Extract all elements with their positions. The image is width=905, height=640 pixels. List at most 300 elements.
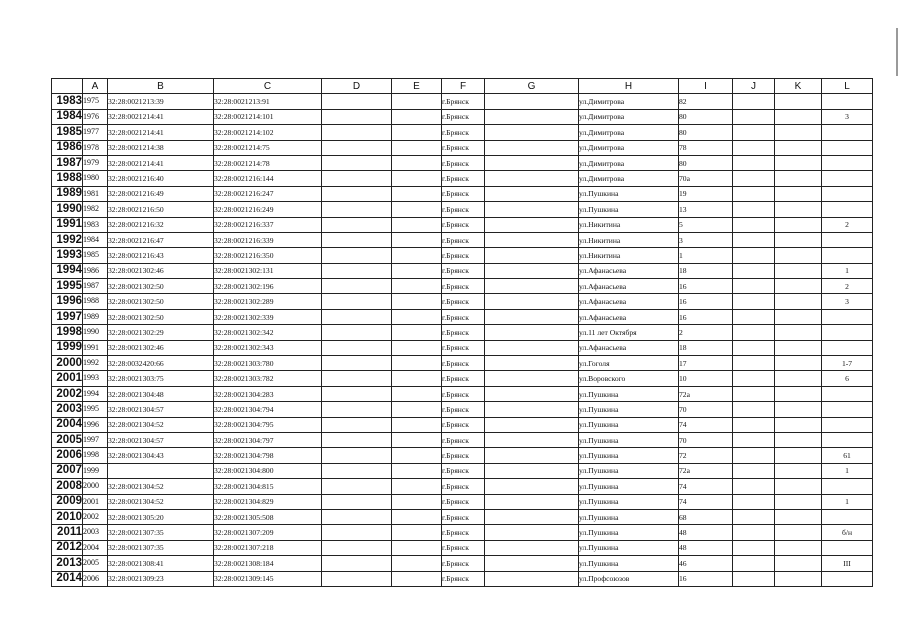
cell-e: [392, 202, 442, 217]
cell-k: [775, 386, 822, 401]
cell-g: [485, 202, 579, 217]
cell-i: 68: [679, 509, 733, 524]
cell-l: 6: [822, 371, 873, 386]
cell-d: [322, 371, 392, 386]
table-row: [52, 540, 873, 555]
cell-g: [485, 125, 579, 140]
cell-l: 1-7: [822, 356, 873, 371]
cell-f: г.Брянск: [442, 232, 485, 247]
cell-c: 32:28:0021216:339: [214, 232, 322, 247]
cell-i: 46: [679, 556, 733, 571]
cell-g: [485, 248, 579, 263]
cell-a: 2005: [83, 556, 108, 571]
cell-c: 32:28:0021216:350: [214, 248, 322, 263]
cell-f: г.Брянск: [442, 417, 485, 432]
table-row: [52, 94, 873, 109]
cell-c: 32:28:0021214:101: [214, 109, 322, 124]
row-number: 2013: [52, 556, 83, 571]
cell-b: 32:28:0021304:52: [108, 479, 214, 494]
scan-edge-mark: [896, 28, 898, 76]
cell-d: [322, 356, 392, 371]
table-row: [52, 494, 873, 509]
cell-l: [822, 248, 873, 263]
cell-j: [733, 509, 775, 524]
cell-i: 74: [679, 494, 733, 509]
column-header: D: [322, 79, 392, 94]
cell-j: [733, 217, 775, 232]
cell-e: [392, 356, 442, 371]
cell-f: г.Брянск: [442, 340, 485, 355]
cell-c: 32:28:0021304:815: [214, 479, 322, 494]
cell-i: 78: [679, 140, 733, 155]
cell-e: [392, 448, 442, 463]
cell-l: 1: [822, 263, 873, 278]
cell-i: 48: [679, 540, 733, 555]
cell-g: [485, 232, 579, 247]
cell-d: [322, 571, 392, 586]
cell-k: [775, 509, 822, 524]
cell-a: 1992: [83, 356, 108, 371]
cell-d: [322, 340, 392, 355]
cell-f: г.Брянск: [442, 186, 485, 201]
cell-h: ул.Пушкина: [579, 417, 679, 432]
cell-f: г.Брянск: [442, 371, 485, 386]
cell-a: 1987: [83, 279, 108, 294]
cell-d: [322, 94, 392, 109]
cell-k: [775, 325, 822, 340]
cell-c: 32:28:0021216:249: [214, 202, 322, 217]
cell-g: [485, 279, 579, 294]
cell-k: [775, 525, 822, 540]
row-number: 1986: [52, 140, 83, 155]
cell-c: 32:28:0021302:339: [214, 309, 322, 324]
cell-g: [485, 417, 579, 432]
table-row: [52, 402, 873, 417]
cell-a: 1980: [83, 171, 108, 186]
cell-h: ул.Пушкина: [579, 494, 679, 509]
column-header: E: [392, 79, 442, 94]
cell-f: г.Брянск: [442, 432, 485, 447]
column-header: B: [108, 79, 214, 94]
row-number: 1985: [52, 125, 83, 140]
cell-f: г.Брянск: [442, 463, 485, 478]
cell-j: [733, 371, 775, 386]
cell-e: [392, 294, 442, 309]
row-number: 1998: [52, 325, 83, 340]
cell-b: 32:28:0021307:35: [108, 540, 214, 555]
cell-a: 2006: [83, 571, 108, 586]
row-number: 2008: [52, 479, 83, 494]
cell-i: 80: [679, 109, 733, 124]
cell-g: [485, 432, 579, 447]
cell-h: ул.11 лет Октября: [579, 325, 679, 340]
row-number: 2006: [52, 448, 83, 463]
cell-b: 32:28:0021302:46: [108, 263, 214, 278]
row-number: 1988: [52, 171, 83, 186]
cell-l: 2: [822, 217, 873, 232]
cell-l: [822, 386, 873, 401]
cell-l: 1: [822, 463, 873, 478]
cell-d: [322, 140, 392, 155]
cell-d: [322, 279, 392, 294]
cell-e: [392, 140, 442, 155]
cell-b: 32:28:0021303:75: [108, 371, 214, 386]
cell-l: [822, 186, 873, 201]
cell-l: [822, 432, 873, 447]
cell-b: 32:28:0021304:52: [108, 494, 214, 509]
cell-g: [485, 371, 579, 386]
cell-c: 32:28:0021216:247: [214, 186, 322, 201]
cell-i: 72а: [679, 386, 733, 401]
cell-a: 1982: [83, 202, 108, 217]
cell-d: [322, 109, 392, 124]
table-row: [52, 186, 873, 201]
cell-b: 32:28:0021304:52: [108, 417, 214, 432]
cell-a: 2004: [83, 540, 108, 555]
cell-j: [733, 325, 775, 340]
cell-l: III: [822, 556, 873, 571]
cell-g: [485, 217, 579, 232]
cell-g: [485, 525, 579, 540]
row-number: 1996: [52, 294, 83, 309]
cell-e: [392, 509, 442, 524]
cell-d: [322, 309, 392, 324]
cell-c: 32:28:0021302:289: [214, 294, 322, 309]
row-number: 1999: [52, 340, 83, 355]
column-header: [52, 79, 83, 94]
cell-f: г.Брянск: [442, 155, 485, 170]
cell-c: 32:28:0021304:795: [214, 417, 322, 432]
cell-d: [322, 556, 392, 571]
table-row: [52, 294, 873, 309]
cell-c: 32:28:0021213:91: [214, 94, 322, 109]
cell-c: 32:28:0021304:283: [214, 386, 322, 401]
column-header: J: [733, 79, 775, 94]
cell-g: [485, 294, 579, 309]
cell-g: [485, 448, 579, 463]
cell-k: [775, 556, 822, 571]
cell-f: г.Брянск: [442, 125, 485, 140]
row-number: 2000: [52, 356, 83, 371]
cell-e: [392, 571, 442, 586]
table-row: [52, 325, 873, 340]
cell-c: 32:28:0021304:800: [214, 463, 322, 478]
table-row: [52, 109, 873, 124]
cell-k: [775, 279, 822, 294]
cell-j: [733, 155, 775, 170]
cell-j: [733, 109, 775, 124]
cell-j: [733, 279, 775, 294]
cell-b: 32:28:0032420:66: [108, 356, 214, 371]
cell-k: [775, 571, 822, 586]
cell-l: 3: [822, 294, 873, 309]
cell-d: [322, 294, 392, 309]
cell-b: 32:28:0021307:35: [108, 525, 214, 540]
cell-g: [485, 325, 579, 340]
cell-a: 1984: [83, 232, 108, 247]
cell-g: [485, 309, 579, 324]
cell-j: [733, 417, 775, 432]
cell-e: [392, 155, 442, 170]
cell-k: [775, 432, 822, 447]
cell-e: [392, 186, 442, 201]
cell-f: г.Брянск: [442, 279, 485, 294]
cell-f: г.Брянск: [442, 556, 485, 571]
cell-h: ул.Никитина: [579, 248, 679, 263]
row-number: 2011: [52, 525, 83, 540]
cell-e: [392, 263, 442, 278]
column-header: I: [679, 79, 733, 94]
cell-l: [822, 94, 873, 109]
cell-h: ул.Профсоюзов: [579, 571, 679, 586]
cell-i: 80: [679, 125, 733, 140]
cell-k: [775, 263, 822, 278]
cell-b: 32:28:0021304:57: [108, 402, 214, 417]
cell-e: [392, 171, 442, 186]
cell-f: г.Брянск: [442, 202, 485, 217]
cell-c: 32:28:0021304:794: [214, 402, 322, 417]
cell-c: 32:28:0021305:508: [214, 509, 322, 524]
cell-h: ул.Никитина: [579, 232, 679, 247]
table-row: [52, 217, 873, 232]
cell-l: [822, 140, 873, 155]
cell-d: [322, 432, 392, 447]
cell-i: 1: [679, 248, 733, 263]
row-number: 1992: [52, 232, 83, 247]
cell-k: [775, 356, 822, 371]
row-number: 2007: [52, 463, 83, 478]
cell-j: [733, 402, 775, 417]
table-row: [52, 125, 873, 140]
cell-h: ул.Пушкина: [579, 463, 679, 478]
table-row: [52, 571, 873, 586]
cell-a: 1991: [83, 340, 108, 355]
cell-i: 74: [679, 417, 733, 432]
cell-l: [822, 571, 873, 586]
cell-c: 32:28:0021304:798: [214, 448, 322, 463]
cell-b: [108, 463, 214, 478]
cell-e: [392, 479, 442, 494]
cell-g: [485, 402, 579, 417]
cell-h: ул.Гоголя: [579, 356, 679, 371]
cell-i: 16: [679, 571, 733, 586]
cell-h: ул.Афанасьева: [579, 309, 679, 324]
cell-a: 1985: [83, 248, 108, 263]
cell-g: [485, 94, 579, 109]
cell-i: 18: [679, 340, 733, 355]
table-row: [52, 279, 873, 294]
row-number: 1984: [52, 109, 83, 124]
table-row: [52, 340, 873, 355]
cell-a: 1999: [83, 463, 108, 478]
cell-g: [485, 340, 579, 355]
cell-i: 19: [679, 186, 733, 201]
table-row: [52, 309, 873, 324]
row-number: 2001: [52, 371, 83, 386]
cell-j: [733, 386, 775, 401]
cell-a: 1981: [83, 186, 108, 201]
cell-c: 32:28:0021302:343: [214, 340, 322, 355]
cell-j: [733, 263, 775, 278]
cell-h: ул.Афанасьева: [579, 340, 679, 355]
column-header: H: [579, 79, 679, 94]
cell-b: 32:28:0021302:50: [108, 294, 214, 309]
cell-h: ул.Димитрова: [579, 140, 679, 155]
cell-b: 32:28:0021302:50: [108, 309, 214, 324]
column-header: F: [442, 79, 485, 94]
cell-a: 1989: [83, 309, 108, 324]
cell-l: [822, 325, 873, 340]
cell-c: 32:28:0021216:144: [214, 171, 322, 186]
cell-g: [485, 356, 579, 371]
cell-j: [733, 494, 775, 509]
column-header: C: [214, 79, 322, 94]
cell-h: ул.Пушкина: [579, 479, 679, 494]
cell-e: [392, 125, 442, 140]
cell-k: [775, 155, 822, 170]
cell-a: 1979: [83, 155, 108, 170]
cell-a: 1975: [83, 94, 108, 109]
cell-l: [822, 202, 873, 217]
cell-b: 32:28:0021216:47: [108, 232, 214, 247]
table-row: [52, 479, 873, 494]
cell-f: г.Брянск: [442, 309, 485, 324]
cell-a: 1977: [83, 125, 108, 140]
column-header: L: [822, 79, 873, 94]
row-number: 2010: [52, 509, 83, 524]
cell-d: [322, 263, 392, 278]
cell-d: [322, 202, 392, 217]
cell-a: 2000: [83, 479, 108, 494]
cell-k: [775, 417, 822, 432]
cell-f: г.Брянск: [442, 171, 485, 186]
cell-h: ул.Димитрова: [579, 171, 679, 186]
row-number: 1995: [52, 279, 83, 294]
table-row: [52, 448, 873, 463]
cell-a: 1990: [83, 325, 108, 340]
cell-f: г.Брянск: [442, 325, 485, 340]
cell-f: г.Брянск: [442, 479, 485, 494]
cell-b: 32:28:0021302:29: [108, 325, 214, 340]
cell-g: [485, 186, 579, 201]
cell-j: [733, 125, 775, 140]
cell-c: 32:28:0021304:829: [214, 494, 322, 509]
cell-i: 3: [679, 232, 733, 247]
cell-h: ул.Воровского: [579, 371, 679, 386]
row-number: 2004: [52, 417, 83, 432]
cell-a: 1986: [83, 263, 108, 278]
cell-j: [733, 479, 775, 494]
cell-l: [822, 479, 873, 494]
cell-k: [775, 125, 822, 140]
table-row: [52, 202, 873, 217]
cell-e: [392, 556, 442, 571]
cell-j: [733, 540, 775, 555]
cell-d: [322, 125, 392, 140]
cell-c: 32:28:0021214:75: [214, 140, 322, 155]
cell-h: ул.Афанасьева: [579, 294, 679, 309]
row-number: 1989: [52, 186, 83, 201]
row-number: 2003: [52, 402, 83, 417]
column-header: G: [485, 79, 579, 94]
cell-c: 32:28:0021303:780: [214, 356, 322, 371]
cell-k: [775, 232, 822, 247]
cell-j: [733, 140, 775, 155]
cell-c: 32:28:0021304:797: [214, 432, 322, 447]
cell-l: [822, 417, 873, 432]
cell-i: 18: [679, 263, 733, 278]
cell-e: [392, 463, 442, 478]
cell-k: [775, 402, 822, 417]
cell-l: 2: [822, 279, 873, 294]
table-row: [52, 140, 873, 155]
cell-j: [733, 232, 775, 247]
cell-g: [485, 479, 579, 494]
cell-g: [485, 386, 579, 401]
cell-l: 1: [822, 494, 873, 509]
cell-e: [392, 402, 442, 417]
cell-i: 74: [679, 479, 733, 494]
cell-k: [775, 140, 822, 155]
cell-h: ул.Димитрова: [579, 94, 679, 109]
cell-a: 1997: [83, 432, 108, 447]
cell-f: г.Брянск: [442, 386, 485, 401]
cell-d: [322, 509, 392, 524]
row-number: 1983: [52, 94, 83, 109]
row-number: 2009: [52, 494, 83, 509]
cell-b: 32:28:0021216:32: [108, 217, 214, 232]
cell-e: [392, 217, 442, 232]
cell-a: 2001: [83, 494, 108, 509]
cell-i: 70: [679, 432, 733, 447]
cell-k: [775, 448, 822, 463]
cell-i: 72: [679, 448, 733, 463]
cell-d: [322, 232, 392, 247]
cell-d: [322, 386, 392, 401]
cell-e: [392, 371, 442, 386]
cell-k: [775, 479, 822, 494]
table-row: [52, 417, 873, 432]
cell-k: [775, 294, 822, 309]
cell-j: [733, 186, 775, 201]
cell-h: ул.Пушкина: [579, 540, 679, 555]
table-row: [52, 171, 873, 186]
cell-g: [485, 109, 579, 124]
cell-c: 32:28:0021216:337: [214, 217, 322, 232]
cell-g: [485, 571, 579, 586]
cell-e: [392, 494, 442, 509]
cell-f: г.Брянск: [442, 248, 485, 263]
table-row: [52, 232, 873, 247]
cell-d: [322, 186, 392, 201]
cell-k: [775, 463, 822, 478]
cell-k: [775, 94, 822, 109]
cell-i: 80: [679, 155, 733, 170]
cell-f: г.Брянск: [442, 263, 485, 278]
cell-d: [322, 463, 392, 478]
cell-j: [733, 171, 775, 186]
cell-a: 1994: [83, 386, 108, 401]
table-row: [52, 248, 873, 263]
row-number: 2012: [52, 540, 83, 555]
cell-g: [485, 155, 579, 170]
cell-a: 1978: [83, 140, 108, 155]
cell-d: [322, 217, 392, 232]
cell-k: [775, 171, 822, 186]
cell-e: [392, 432, 442, 447]
cell-j: [733, 525, 775, 540]
table-row: [52, 356, 873, 371]
